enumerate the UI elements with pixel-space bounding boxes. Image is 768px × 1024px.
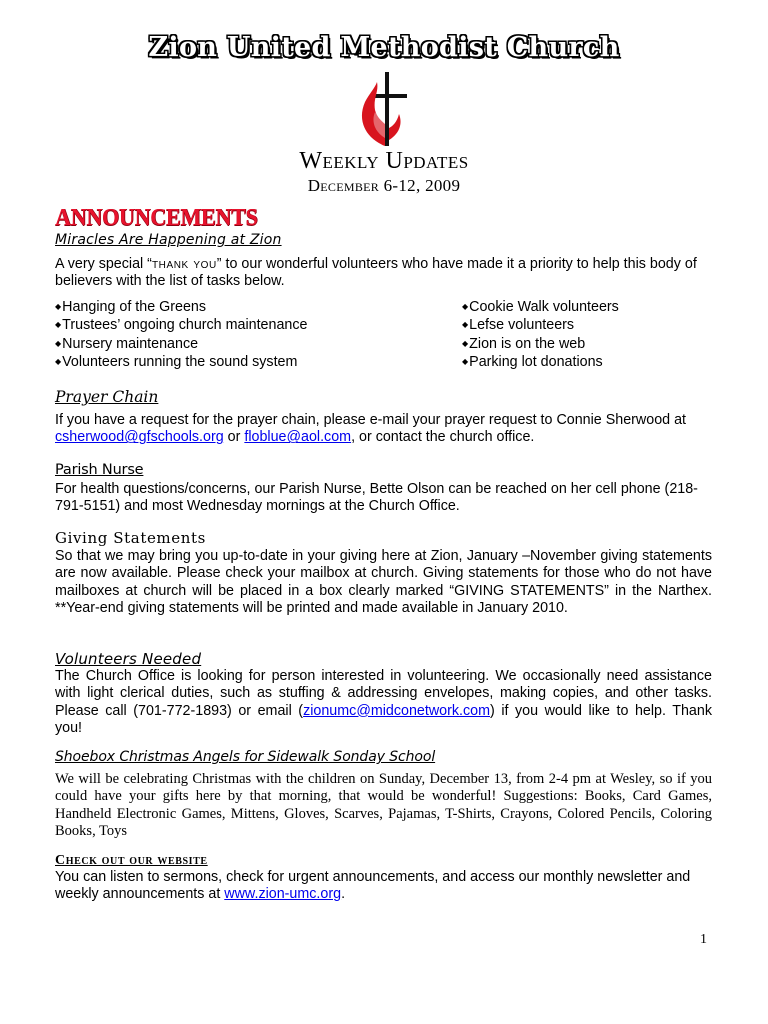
parish-nurse-paragraph: For health questions/concerns, our Parish Nurse, Bette Olson can be reached on her cell phone (218-791-5151) and most Wednesday mornings at the Church Office.: [55, 481, 698, 515]
page-number: 1: [700, 932, 707, 947]
volunteers-text-a: The Church Office is looking for person interested in volunteering. We occasionally need assistance with light clerical duties, such as stuffing & addressing envelopes, making copies, and other tasks. Please call (701-772-1893) or email (: [55, 668, 712, 719]
announcements-heading: ANNOUNCEMENTS: [55, 205, 258, 231]
prayer-chain-heading: Prayer Chain: [55, 388, 159, 406]
diamond-bullet-icon: ◆: [55, 356, 62, 366]
list-item: ◆Volunteers running the sound system: [55, 353, 298, 370]
email-link-floblue[interactable]: floblue@aol.com: [244, 429, 352, 446]
list-item: ◆Parking lot donations: [462, 353, 603, 370]
website-link[interactable]: www.zion-umc.org: [224, 886, 342, 903]
task-list-right: [462, 298, 619, 371]
website-text-b: .: [341, 886, 346, 903]
diamond-bullet-icon: ◆: [55, 320, 62, 330]
shoebox-heading: Shoebox Christmas Angels for Sidewalk Sonday School: [55, 749, 436, 765]
date-range: [0, 176, 768, 196]
shoebox-paragraph: We will be celebrating Christmas with the children on Sunday, December 13, from 2-4 pm at Wesley, so if you could have your gifts here by that morning, that would be wonderful! Suggestions: Books, Card Games, Handheld Electronic Games, Mittens, Gloves, Scarves, Pajamas, T-Shirts, Crayons, Colored Pencils, Coloring Books, Toys: [55, 771, 712, 840]
task-list-left: [55, 298, 307, 371]
diamond-bullet-icon: ◆: [462, 302, 469, 311]
volunteer-thanks-paragraph: [55, 255, 715, 291]
volunteers-needed-paragraph: [55, 668, 712, 738]
list-item: ◆Cookie Walk volunteers: [462, 299, 619, 315]
email-link-zionumc[interactable]: zionumc@midconetwork.com: [303, 702, 491, 719]
parish-nurse-heading: Parish Nurse: [55, 462, 144, 478]
prayer-text-c: , or contact the church office.: [351, 429, 535, 446]
cross-and-flame-icon: [355, 68, 415, 148]
miracles-heading: Miracles Are Happening at Zion: [55, 232, 282, 248]
thanks-text-b: ” to our wonderful volunteers who have made it a priority to help this body of believers with the list of tasks below.: [55, 256, 697, 290]
website-paragraph: [55, 869, 715, 904]
weekly-title-text: Weekly Updates: [299, 148, 469, 174]
prayer-chain-paragraph: [55, 412, 715, 447]
weekly-title: [0, 148, 768, 175]
giving-statements-heading: Giving Statements: [55, 529, 206, 547]
giving-statements-paragraph: So that we may bring you up-to-date in your giving here at Zion, January –November giving statements are now available. Please check your mailbox at church. Giving statements for those who do not have mailboxes at church will be placed in a box clearly marked “GIVING STATEMENTS” in the Narthex. **Year-end giving statements will be printed and made available in January 2010.: [55, 548, 712, 617]
list-item: ◆Nursery maintenance: [55, 335, 199, 352]
thanks-text-thankyou: thank you: [151, 255, 217, 271]
list-item: ◆Lefse volunteers: [462, 317, 575, 334]
church-name: Zion United Methodist Church: [148, 32, 620, 63]
diamond-bullet-icon: ◆: [55, 302, 62, 311]
volunteers-needed-heading: Volunteers Needed: [55, 650, 202, 668]
diamond-bullet-icon: ◆: [462, 338, 469, 348]
diamond-bullet-icon: ◆: [55, 338, 62, 348]
email-link-csherwood[interactable]: csherwood@gfschools.org: [55, 429, 224, 446]
thanks-text-a: A very special “: [55, 256, 152, 272]
volunteers-text-b: ) if you would like to help. Thank you!: [55, 702, 712, 737]
diamond-bullet-icon: ◆: [462, 356, 469, 366]
list-item: ◆Hanging of the Greens: [55, 299, 207, 315]
list-item: ◆Trustees’ ongoing church maintenance: [55, 317, 308, 334]
website-text-a: You can listen to sermons, check for urgent announcements, and access our monthly newsletter and weekly announcements at: [55, 869, 691, 903]
website-heading: Check out our website: [55, 853, 208, 868]
diamond-bullet-icon: ◆: [462, 320, 469, 330]
date-range-text: December 6-12, 2009: [307, 176, 461, 195]
prayer-text-b: or: [223, 429, 245, 446]
prayer-text-a: If you have a request for the prayer chain, please e-mail your prayer request to Connie Sherwood at: [55, 412, 687, 428]
list-item: ◆Zion is on the web: [462, 335, 586, 352]
